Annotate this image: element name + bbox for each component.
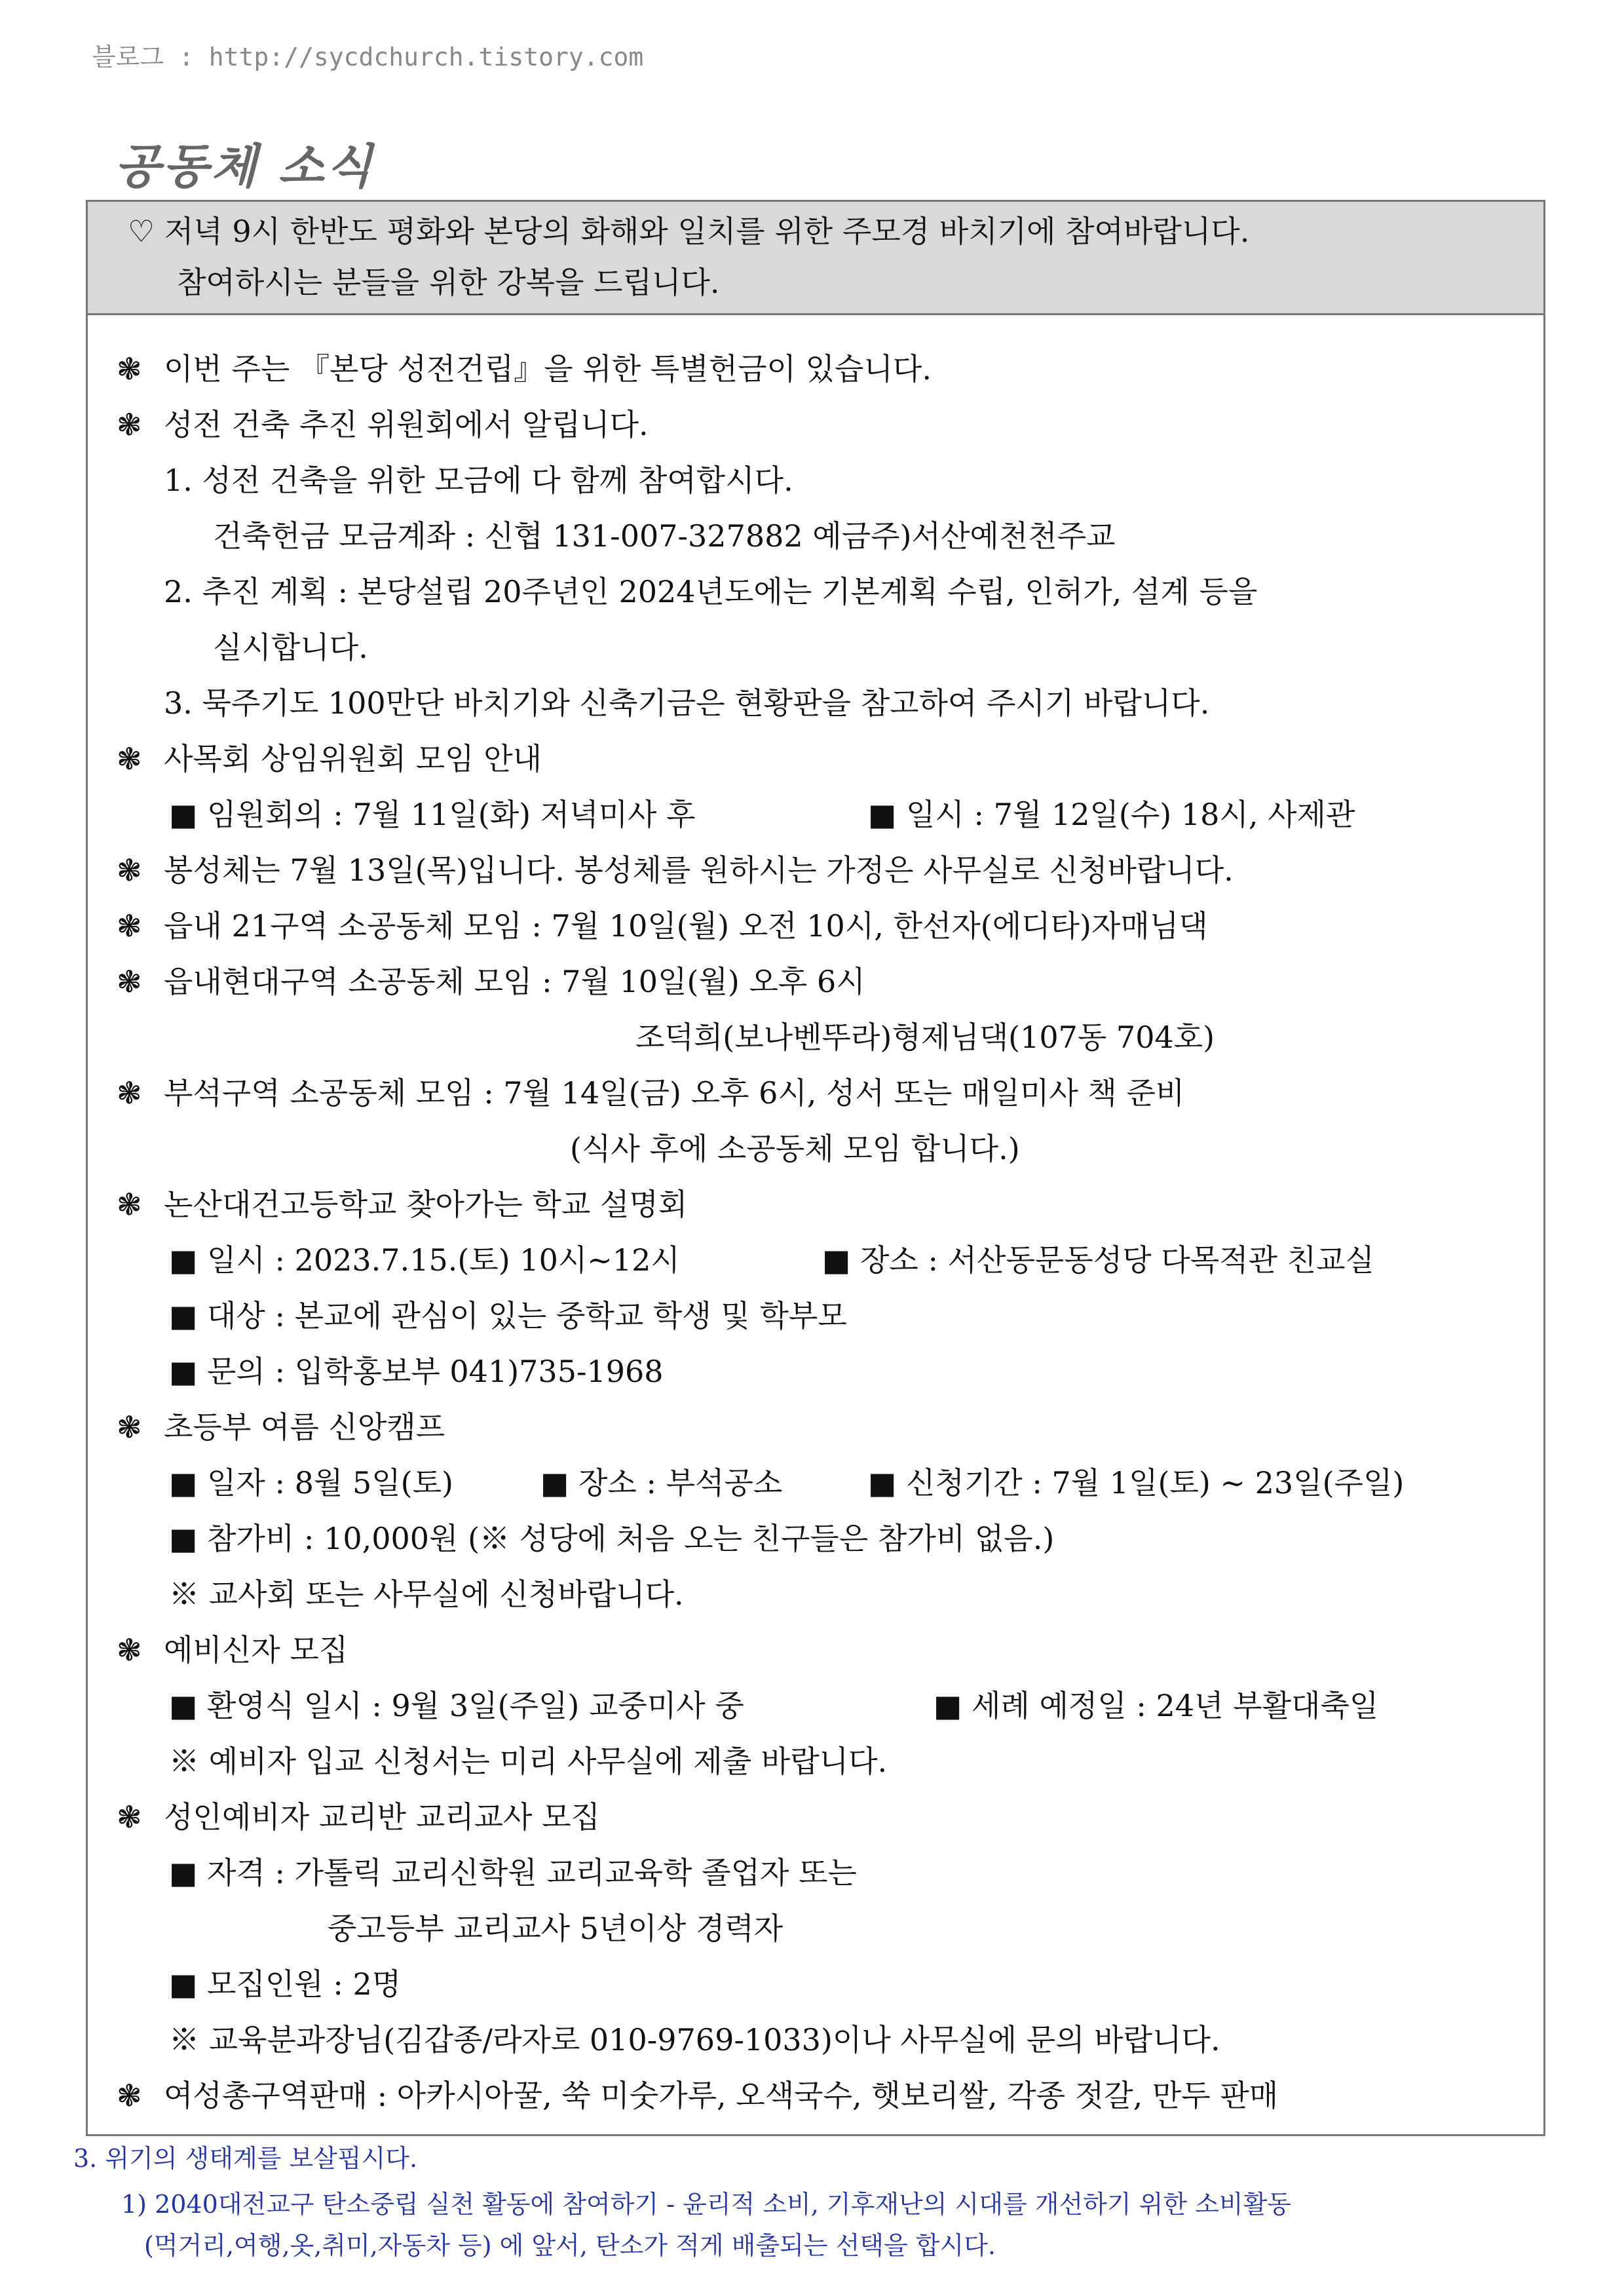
square-bullet-icon: ■ xyxy=(169,1966,198,2002)
school-place: ■ 장소 : 서산동문동성당 다목적관 친교실 xyxy=(822,1242,1374,1278)
footer-line: 1) 2040대전교구 탄소중립 실천 활동에 참여하기 - 윤리적 소비, 기후재난의 시대를 개선하기 위한 소비활동 xyxy=(121,2190,1291,2219)
hyundai-place: 조덕희(보나벤뚜라)형제님댁(107동 704호) xyxy=(635,1020,1215,1055)
square-bullet-icon: ■ xyxy=(169,1465,198,1501)
flower-bullet-icon: ❃ xyxy=(117,1075,142,1111)
news-item: ❃ 사목회 상임위원회 모임 안내 xyxy=(117,741,542,776)
flower-bullet-icon: ❃ xyxy=(117,407,142,442)
flower-bullet-icon: ❃ xyxy=(117,2078,142,2113)
square-bullet-icon: ■ xyxy=(169,1242,198,1278)
committee-point-2-cont: 실시합니다. xyxy=(213,630,368,665)
square-bullet-icon: ■ xyxy=(169,1298,198,1333)
camp-place: ■ 장소 : 부석공소 xyxy=(540,1465,783,1501)
catechumen-note: ※ 예비자 입교 신청서는 미리 사무실에 제출 바랍니다. xyxy=(169,1744,888,1779)
square-bullet-icon: ■ xyxy=(868,1465,897,1501)
flower-bullet-icon: ❃ xyxy=(117,741,142,776)
pastoral-detail-b: ■ 일시 : 7월 12일(수) 18시, 사제관 xyxy=(868,797,1355,832)
camp-date: ■ 일자 : 8월 5일(토) xyxy=(169,1465,453,1501)
committee-point-3: 3. 묵주기도 100만단 바치기와 신축기금은 현황판을 참고하여 주시기 바랍니다. xyxy=(164,685,1210,721)
page-title: 공동체 소식 xyxy=(115,139,375,194)
flower-bullet-icon: ❃ xyxy=(117,1409,142,1445)
square-bullet-icon: ■ xyxy=(934,1688,962,1723)
flower-bullet-icon: ❃ xyxy=(117,1799,142,1835)
notice-line-2: 참여하시는 분들을 위한 강복을 드립니다. xyxy=(177,265,720,300)
square-bullet-icon: ■ xyxy=(169,1855,198,1890)
news-item: ❃ 부석구역 소공동체 모임 : 7월 14일(금) 오후 6시, 성서 또는 매일미사 책 준비 xyxy=(117,1075,1185,1111)
footer-heading: 3. 위기의 생태계를 보살핍시다. xyxy=(73,2144,418,2173)
square-bullet-icon: ■ xyxy=(169,1688,198,1723)
buseok-note: (식사 후에 소공동체 모임 합니다.) xyxy=(570,1131,1020,1166)
teacher-note: ※ 교육분과장님(김갑종/라자로 010-9769-1033)이나 사무실에 문의 바랍니다. xyxy=(169,2022,1220,2057)
news-item: ❃ 여성총구역판매 : 아카시아꿀, 쑥 미숫가루, 오색국수, 햇보리쌀, 각종 젓갈, 만두 판매 xyxy=(117,2078,1279,2113)
footer-line: (먹거리,여행,옷,취미,자동차 등) 에 앞서, 탄소가 적게 배출되는 선택을 합시다. xyxy=(144,2231,996,2260)
square-bullet-icon: ■ xyxy=(540,1465,569,1501)
square-bullet-icon: ■ xyxy=(868,797,897,832)
news-item: ❃ 논산대건고등학교 찾아가는 학교 설명회 xyxy=(117,1187,688,1222)
committee-point-1: 1. 성전 건축을 위한 모금에 다 함께 참여합시다. xyxy=(164,463,793,498)
blog-url: 블로그 : http://sycdchurch.tistory.com xyxy=(92,43,644,71)
news-item: ❃ 초등부 여름 신앙캠프 xyxy=(117,1409,445,1445)
flower-bullet-icon: ❃ xyxy=(117,1187,142,1222)
flower-bullet-icon: ❃ xyxy=(117,908,142,944)
teacher-qualification: ■ 자격 : 가톨릭 교리신학원 교리교육학 졸업자 또는 xyxy=(169,1855,857,1890)
pastoral-detail-a: ■ 임원회의 : 7월 11일(화) 저녁미사 후 xyxy=(169,797,696,832)
teacher-count: ■ 모집인원 : 2명 xyxy=(169,1966,402,2002)
square-bullet-icon: ■ xyxy=(169,1521,198,1556)
camp-fee: ■ 참가비 : 10,000원 (※ 성당에 처음 오는 친구들은 참가비 없음.) xyxy=(169,1521,1055,1556)
news-item: ❃ 읍내현대구역 소공동체 모임 : 7월 10일(월) 오후 6시 xyxy=(117,964,865,999)
catechumen-baptism: ■ 세례 예정일 : 24년 부활대축일 xyxy=(934,1688,1379,1723)
news-item: ❃ 읍내 21구역 소공동체 모임 : 7월 10일(월) 오전 10시, 한선자(에디타)자매님댁 xyxy=(117,908,1208,944)
building-account: 건축헌금 모금계좌 : 신협 131-007-327882 예금주)서산예천천주교 xyxy=(213,518,1116,554)
notice-line-1: ♡ 저녁 9시 한반도 평화와 본당의 화해와 일치를 위한 주모경 바치기에 참여바랍니다. xyxy=(128,214,1250,249)
news-item: ❃ 성인예비자 교리반 교리교사 모집 xyxy=(117,1799,600,1835)
flower-bullet-icon: ❃ xyxy=(117,852,142,888)
flower-bullet-icon: ❃ xyxy=(117,1632,142,1668)
news-item: ❃ 성전 건축 추진 위원회에서 알립니다. xyxy=(117,407,649,442)
camp-note: ※ 교사회 또는 사무실에 신청바랍니다. xyxy=(169,1577,684,1612)
school-target: ■ 대상 : 본교에 관심이 있는 중학교 학생 및 학부모 xyxy=(169,1298,847,1333)
flower-bullet-icon: ❃ xyxy=(117,964,142,999)
teacher-qualification-cont: 중고등부 교리교사 5년이상 경력자 xyxy=(328,1911,784,1946)
news-item: ❃ 이번 주는 『본당 성전건립』을 위한 특별헌금이 있습니다. xyxy=(117,351,932,387)
camp-period: ■ 신청기간 : 7월 1일(토) ~ 23일(주일) xyxy=(868,1465,1405,1501)
school-contact: ■ 문의 : 입학홍보부 041)735-1968 xyxy=(169,1354,664,1389)
news-item: ❃ 봉성체는 7월 13일(목)입니다. 봉성체를 원하시는 가정은 사무실로 신청바랍니다. xyxy=(117,852,1234,888)
square-bullet-icon: ■ xyxy=(169,1354,198,1389)
square-bullet-icon: ■ xyxy=(169,797,198,832)
catechumen-welcome: ■ 환영식 일시 : 9월 3일(주일) 교중미사 중 xyxy=(169,1688,744,1723)
flower-bullet-icon: ❃ xyxy=(117,351,142,387)
square-bullet-icon: ■ xyxy=(822,1242,851,1278)
committee-point-2: 2. 추진 계획 : 본당설립 20주년인 2024년도에는 기본계획 수립, 인허가, 설계 등을 xyxy=(164,574,1258,609)
school-date: ■ 일시 : 2023.7.15.(토) 10시~12시 xyxy=(169,1242,680,1278)
news-item: ❃ 예비신자 모집 xyxy=(117,1632,349,1668)
